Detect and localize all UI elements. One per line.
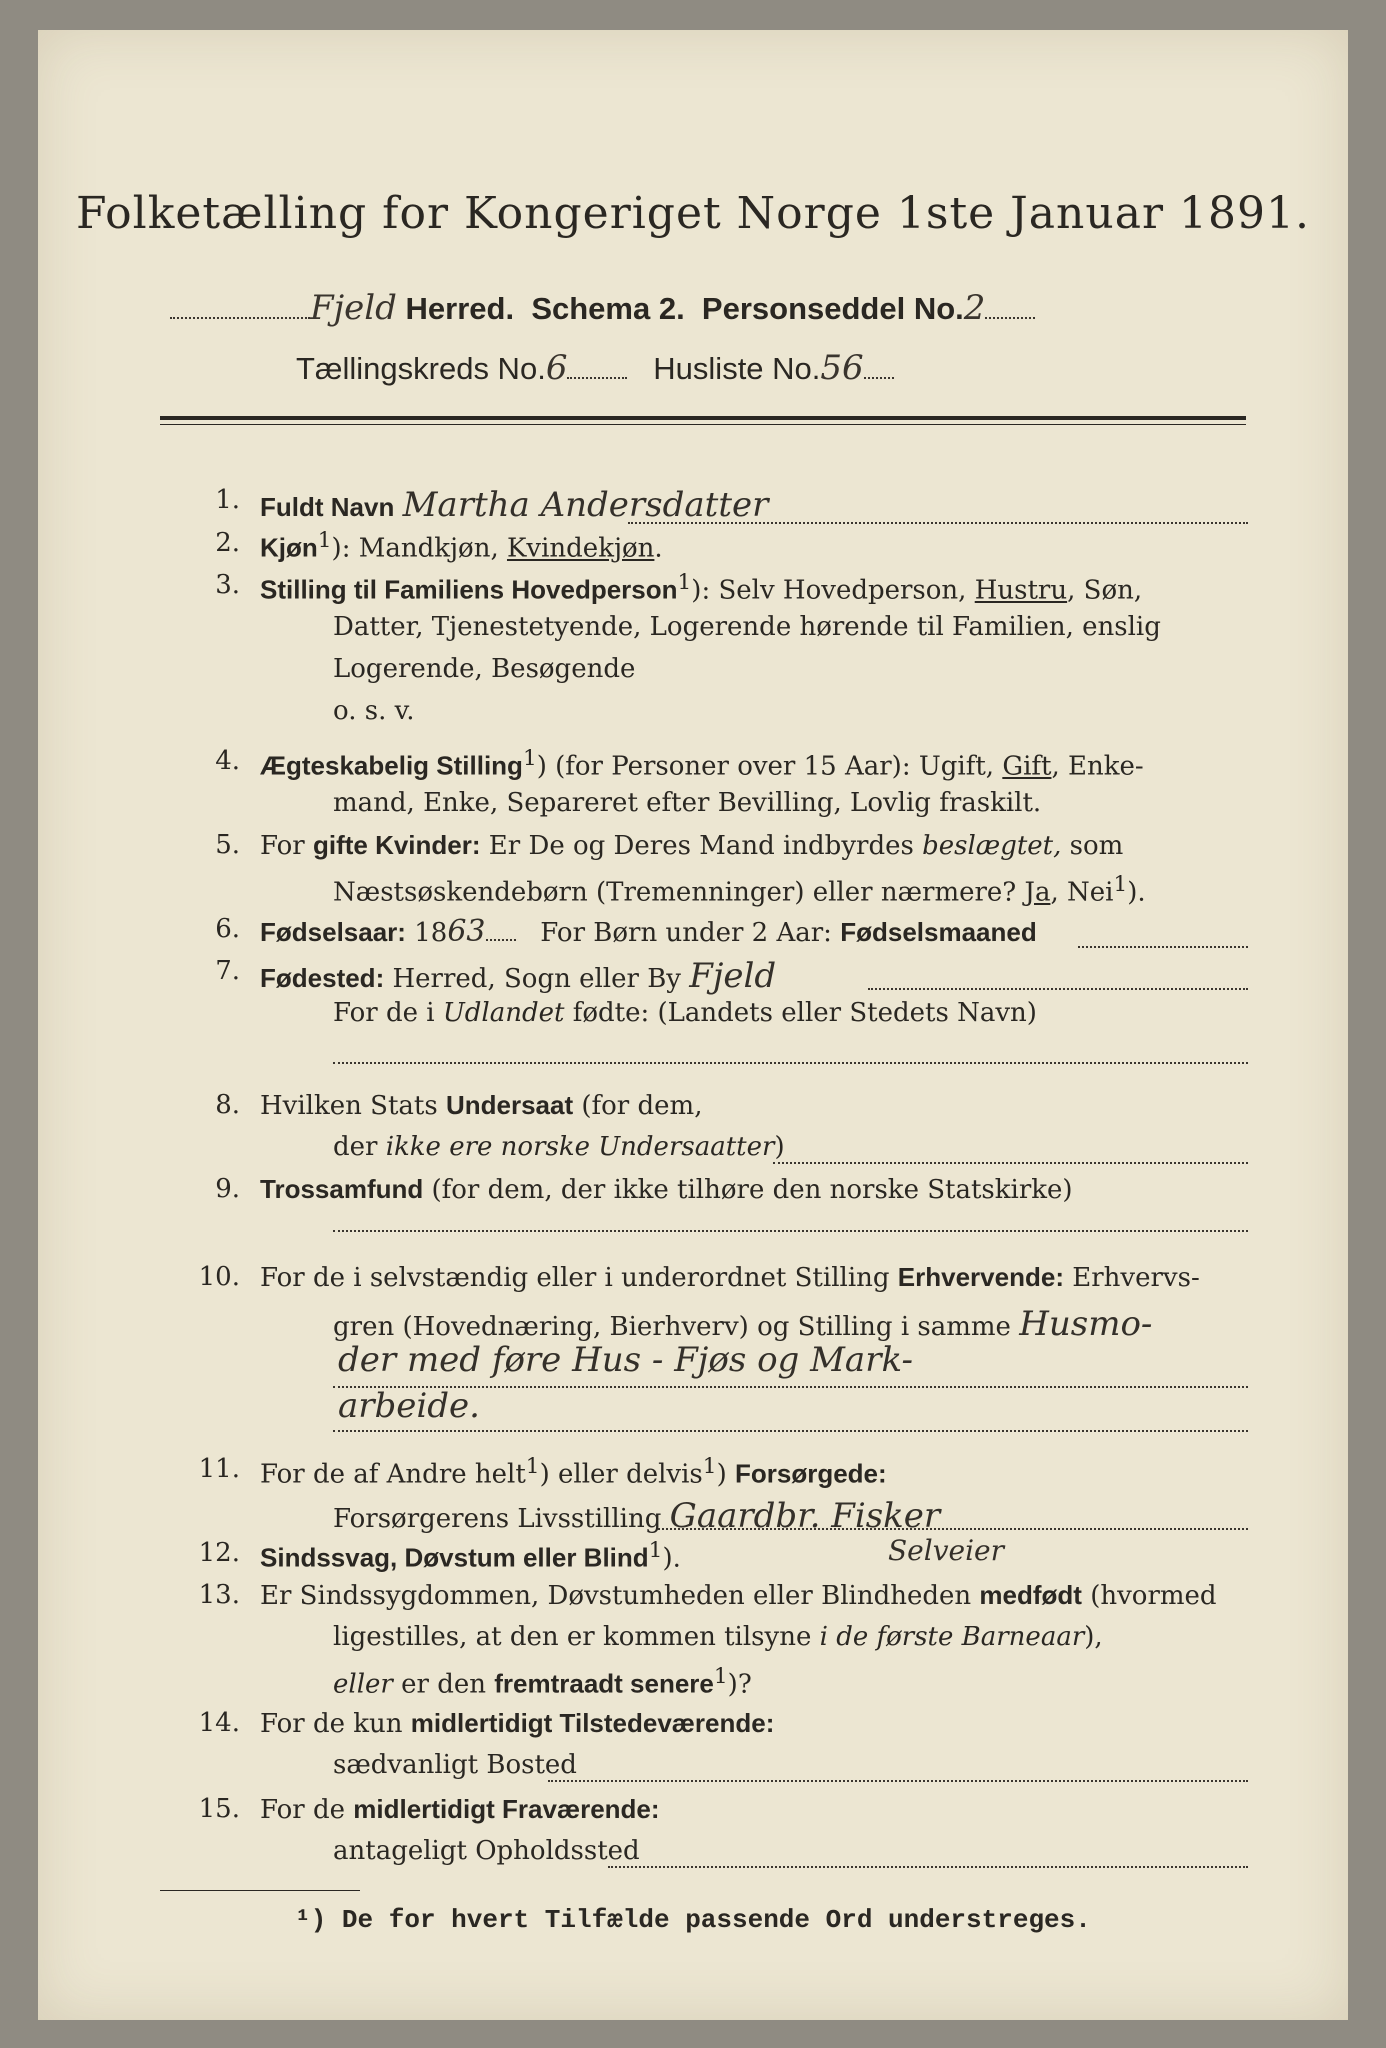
q15-line1 — [260, 1794, 660, 1825]
q5-line2: Næstsøskendebørn (Tremenninger) eller nærmere? Ja, Nei$^1$). — [333, 872, 1146, 908]
q13-l2c: ), — [1084, 1622, 1103, 1652]
q8-c: (for dem, — [573, 1091, 703, 1121]
q5-a: For — [260, 831, 313, 861]
q8-line1 — [260, 1090, 702, 1121]
husliste-value: 56 — [820, 348, 864, 388]
footnote: ¹) De for hvert Tilfælde passende Ord understreges. — [295, 1905, 1091, 1935]
q13-line3 — [333, 1664, 752, 1700]
q10-dotline2 — [333, 1430, 1248, 1432]
q5-l2: Næstsøskendebørn (Tremenninger) eller nærmere? — [333, 877, 1025, 908]
q1-value: Martha Andersdatter — [402, 485, 769, 525]
q5-number: 5. — [215, 830, 240, 860]
q13-c: (hvormed — [1081, 1581, 1217, 1611]
q9-number: 9. — [215, 1174, 240, 1204]
q12-label: Sindssvag, Døvstum eller Blind — [260, 1542, 649, 1573]
q10-line1 — [260, 1262, 1200, 1293]
q9-label: Trossamfund — [260, 1174, 424, 1204]
q13-b: medfødt — [979, 1580, 1082, 1610]
sup: 1 — [677, 570, 692, 595]
form-title: Folketælling for Kongeriget Norge 1ste Januar 1891. — [76, 188, 1310, 239]
husliste-label: Husliste No. — [653, 351, 821, 386]
q3-line3: Logerende, Besøgende — [333, 654, 636, 684]
q8-number: 8. — [215, 1090, 240, 1120]
q3-label: Stilling til Familiens Hovedperson — [260, 574, 678, 605]
q6-rest: For Børn under 2 Aar: — [540, 918, 841, 948]
q6-prefix: 18 — [405, 918, 448, 948]
q5-d: beslægtet, — [922, 831, 1062, 861]
q11-d: Forsørgede: — [734, 1458, 887, 1489]
q10-l2: gren (Hovednæring, Bierhverv) og Stilling i samme — [333, 1312, 1011, 1342]
q3-number: 3. — [215, 570, 240, 600]
q14-dotline — [548, 1780, 1248, 1782]
q12-number: 12. — [198, 1538, 240, 1568]
q8-b: Undersaat — [445, 1090, 574, 1120]
q4-label: Ægteskabelig Stilling — [260, 750, 523, 781]
q3-line1 — [260, 570, 1142, 606]
q1-label: Fuldt Navn — [260, 492, 395, 522]
q13-line2 — [333, 1622, 1103, 1652]
q12-rest: ). — [662, 1543, 681, 1574]
q5-e: som — [1061, 831, 1124, 861]
q14-a: For de kun — [260, 1709, 411, 1739]
q13-l3d: )? — [727, 1669, 752, 1700]
header-rule-thick — [160, 416, 1246, 420]
q15-line2: antageligt Opholdssted — [333, 1836, 640, 1866]
q5-line1 — [260, 830, 1123, 861]
q4-l1b: , Enke- — [1051, 751, 1144, 782]
q15-dotline — [608, 1866, 1248, 1868]
sup: 1 — [522, 746, 537, 771]
q10-a: For de i selvstændig eller i underordnet Stilling — [260, 1263, 898, 1293]
q6-label: Fødselsaar: — [260, 917, 406, 947]
q10-value-1: Husmo- — [1019, 1304, 1153, 1344]
q5-c: Er De og Deres Mand indbyrdes — [480, 831, 923, 861]
q15-b: midlertidigt Fraværende: — [353, 1794, 660, 1824]
q7-value: Fjeld — [689, 956, 777, 996]
schema-label: Schema 2. — [531, 291, 685, 326]
q3-selected: Hustru — [974, 575, 1068, 606]
q6-rest-b: Fødselsmaaned — [840, 917, 1037, 947]
q15-number: 15. — [198, 1794, 240, 1824]
q11-l2: Forsørgerens Livsstilling — [333, 1504, 662, 1534]
q3-line4: o. s. v. — [333, 696, 415, 726]
q9-rest: (for dem, der ikke tilhøre den norske Statskirke) — [423, 1175, 1073, 1205]
q11-value: Gaardbr. Fisker — [669, 1496, 941, 1536]
q11-line2 — [333, 1496, 940, 1536]
header-rule-thin — [160, 424, 1246, 425]
q1-row — [260, 485, 768, 525]
personseddel-label: Personseddel No. — [701, 291, 964, 326]
q10-number: 10. — [198, 1262, 240, 1292]
q14-line1 — [260, 1708, 774, 1739]
q13-l3b: er den — [392, 1669, 495, 1700]
q3-line2: Datter, Tjenestetyende, Logerende hørende til Familien, enslig — [333, 612, 1161, 642]
sup: 1 — [648, 1538, 663, 1563]
q5-selected: Ja — [1024, 877, 1051, 908]
q5-l2b: , Nei — [1050, 877, 1114, 908]
q7-rest: Herred, Sogn eller By — [384, 964, 681, 994]
q7-row — [260, 956, 776, 996]
q10-value-2: der med føre Hus - Fjøs og Mark- — [338, 1340, 913, 1380]
q7-dotline2 — [333, 1062, 1248, 1064]
q13-l2a: ligestilles, at den er kommen tilsyne — [333, 1622, 820, 1652]
sup: 1 — [702, 1454, 717, 1479]
q7-l2b: Udlandet — [442, 998, 565, 1028]
q4-l1: ) (for Personer over 15 Aar): Ugift, — [536, 751, 1003, 782]
herred-line — [170, 288, 1035, 328]
q4-line1 — [260, 746, 1144, 782]
q3-l1: ): Selv Hovedperson, — [691, 575, 975, 606]
personseddel-value: 2 — [963, 288, 986, 328]
q9-dotline — [333, 1230, 1248, 1232]
q1-dotline — [628, 522, 1248, 524]
q8-l2a: der — [333, 1132, 386, 1162]
sup: 1 — [525, 1454, 540, 1479]
q8-l2b: ikke ere norske Undersaatter — [385, 1132, 775, 1162]
q3-l1b: , Søn, — [1067, 575, 1143, 606]
q13-a: Er Sindssygdommen, Døvstumheden eller Blindheden — [260, 1581, 980, 1611]
q2-number: 2. — [215, 528, 240, 558]
q13-number: 13. — [198, 1580, 240, 1610]
kreds-label: Tællingskreds No. — [296, 351, 546, 386]
q7-l2a: For de i — [333, 998, 443, 1028]
census-form — [38, 30, 1348, 2020]
herred-label: Herred. — [405, 291, 515, 326]
q11-c: ) — [716, 1459, 735, 1490]
q2-selected: Kvindekjøn — [506, 533, 655, 564]
q6-dotline — [1078, 946, 1248, 948]
q11-number: 11. — [198, 1454, 240, 1484]
q6-number: 6. — [215, 914, 240, 944]
q8-l2c: ) — [774, 1132, 785, 1162]
sup: 1 — [317, 528, 332, 553]
q4-selected: Gift — [1002, 751, 1052, 782]
q14-line2: sædvanligt Bosted — [333, 1750, 577, 1780]
sup: 1 — [1113, 872, 1128, 897]
q11-b: ) eller delvis — [539, 1459, 703, 1490]
q13-l2b: i de første Barneaar — [819, 1622, 1085, 1652]
q14-b: midlertidigt Tilstedeværende: — [410, 1708, 775, 1738]
footnote-rule — [160, 1890, 360, 1891]
q8-dotline — [773, 1162, 1248, 1164]
q1-number: 1. — [215, 485, 240, 515]
q6-value: 63 — [447, 914, 486, 949]
q11-line1 — [260, 1454, 887, 1490]
sup: 1 — [713, 1664, 728, 1689]
q11-dotline — [658, 1528, 1248, 1530]
q8-a: Hvilken Stats — [260, 1091, 446, 1121]
herred-value: Fjeld — [310, 288, 397, 328]
q12-row — [260, 1538, 681, 1574]
q10-line2 — [333, 1304, 1152, 1344]
q13-l3c: fremtraadt senere — [494, 1668, 714, 1699]
kreds-line — [296, 348, 894, 388]
q13-l3a: eller — [333, 1669, 393, 1700]
q7-dotline — [868, 988, 1248, 990]
q4-line2: mand, Enke, Separeret efter Bevilling, Lovlig fraskilt. — [333, 788, 1042, 818]
q12-value: Selveier — [888, 1534, 1005, 1567]
kreds-value: 6 — [545, 348, 568, 388]
q10-value-3: arbeide. — [338, 1386, 480, 1426]
q7-line2 — [333, 998, 1037, 1028]
q8-line2 — [333, 1132, 785, 1162]
q2-rest: ): Mandkjøn, — [331, 533, 507, 564]
q6-row — [260, 914, 1037, 949]
q10-c: Erhvervs- — [1063, 1263, 1200, 1293]
q4-number: 4. — [215, 746, 240, 776]
q2-row: Kjøn$^1$): Mandkjøn, Kvindekjøn. — [260, 528, 663, 564]
q5-b: gifte Kvinder: — [312, 830, 481, 860]
q2-label: Kjøn — [260, 532, 318, 563]
q7-l2c: fødte: (Landets eller Stedets Navn) — [564, 998, 1037, 1028]
q11-a: For de af Andre helt — [260, 1459, 526, 1490]
q13-line1 — [260, 1580, 1217, 1611]
q10-b: Erhvervende: — [897, 1262, 1064, 1292]
q7-number: 7. — [215, 956, 240, 986]
q14-number: 14. — [198, 1708, 240, 1738]
q7-label: Fødested: — [260, 963, 385, 993]
q9-row — [260, 1174, 1073, 1205]
q15-a: For de — [260, 1795, 354, 1825]
